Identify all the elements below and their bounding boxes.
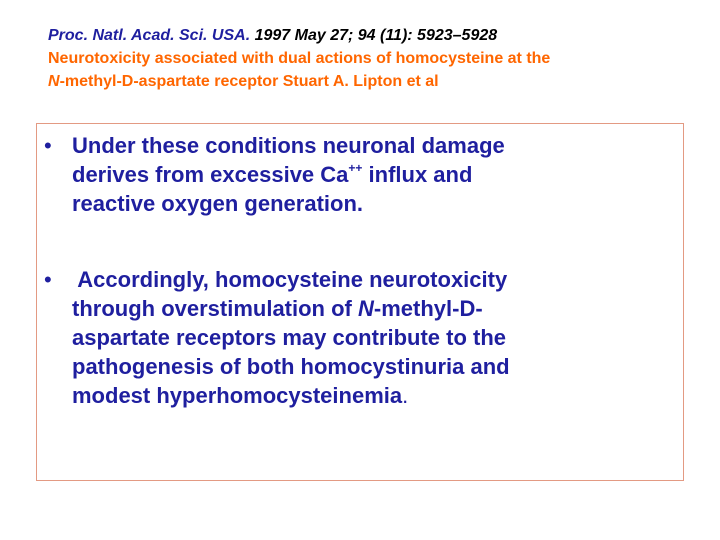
article-title-line1: Neurotoxicity associated with dual actions of homocysteine at the — [48, 50, 551, 67]
citation-line-journal — [48, 24, 708, 47]
bullet-2-line-2 — [72, 294, 672, 323]
bullet-item-1 — [44, 131, 672, 218]
citation-header — [48, 24, 708, 93]
title-n-letter: N — [48, 73, 60, 90]
content-box — [36, 123, 684, 481]
bullet-2-line-2-post: -methyl-D- — [373, 296, 483, 321]
bullet-item-2 — [44, 265, 672, 410]
bullet-2-line-5 — [72, 381, 672, 410]
bullet-marker: • — [44, 267, 52, 292]
bullet-2-line-5-text: modest hyperhomocysteinemia — [72, 383, 403, 408]
bullet-2-line-1: Accordingly, homocysteine neurotoxicity — [72, 267, 508, 292]
bullet-2-line-3: aspartate receptors may contribute to the — [72, 325, 507, 350]
bullet-1-line-3: reactive oxygen generation. — [72, 191, 363, 216]
bullet-1-line-1: Under these conditions neuronal damage — [72, 133, 505, 158]
bullet-marker: • — [44, 133, 52, 158]
bullet-1-line-2-post: influx and — [362, 162, 473, 187]
journal-date-volume: 1997 May 27; 94 (11): 5923–5928 — [254, 27, 498, 44]
bullet-2-line-2-pre: through overstimulation of — [72, 296, 358, 321]
calcium-charge-superscript: ++ — [348, 161, 363, 175]
article-title-line2 — [48, 70, 708, 93]
title-line2-rest: -methyl-D-aspartate receptor Stuart A. Lipton et al — [59, 73, 439, 90]
bullet-2-line-4: pathogenesis of both homocystinuria and — [72, 354, 510, 379]
journal-name: Proc. Natl. Acad. Sci. USA. — [48, 27, 251, 44]
bullet-1-line-2-pre: derives from excessive Ca — [72, 162, 349, 187]
bullet-2-n-letter: N — [358, 296, 374, 321]
bullet-2-period: . — [402, 383, 409, 408]
bullet-1-line-2 — [72, 160, 672, 189]
